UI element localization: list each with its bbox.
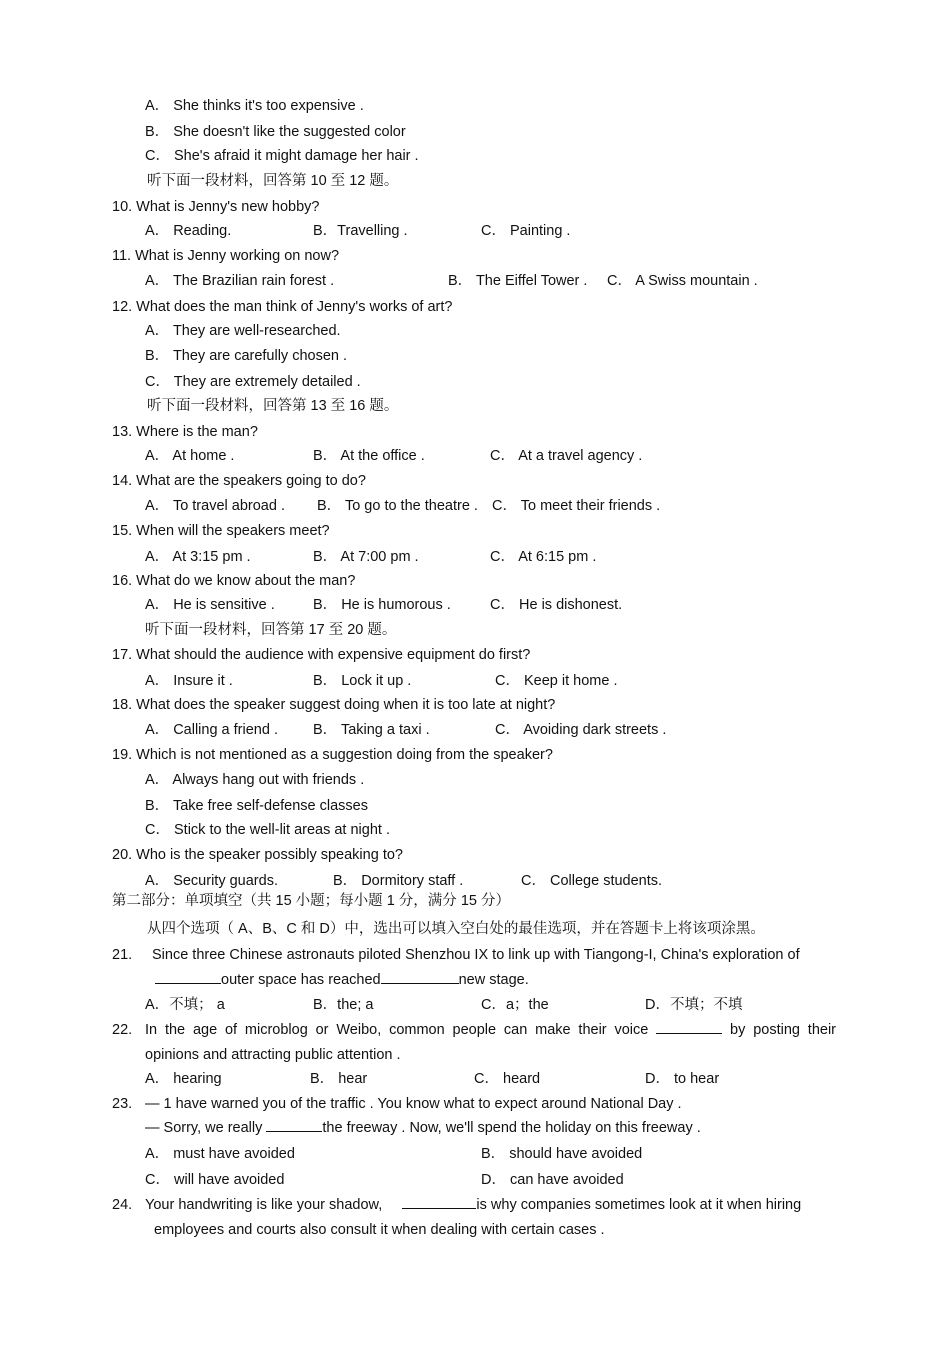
question-11: 11. What is Jenny working on now?	[112, 248, 340, 264]
q10-option-c: C． Painting .	[481, 223, 571, 239]
q11-option-a: A． The Brazilian rain forest .	[145, 273, 335, 289]
q21-option-b: B．the; a	[313, 997, 374, 1013]
q21-option-d: D．不填；不填	[645, 997, 743, 1013]
question-12: 12. What does the man think of Jenny's works of art?	[112, 299, 453, 315]
q14-option-a: A． To travel abroad .	[145, 498, 285, 514]
q20-option-c: C． College students.	[521, 873, 663, 889]
question-13: 13. Where is the man?	[112, 424, 258, 440]
q23-option-b: B． should have avoided	[481, 1146, 643, 1162]
q24-line1	[145, 1196, 801, 1214]
q22-option-b: B． hear	[310, 1071, 368, 1087]
q16-option-b: B． He is humorous .	[313, 597, 451, 613]
q17-option-a: A． Insure it .	[145, 673, 233, 689]
q24-line2: employees and courts also consult it when dealing with certain cases .	[154, 1222, 605, 1238]
q21-blank-2	[381, 971, 459, 984]
q24-blank	[402, 1196, 476, 1209]
question-14: 14. What are the speakers going to do?	[112, 473, 366, 489]
q20-option-a: A． Security guards.	[145, 873, 278, 889]
q22-line1	[145, 1021, 836, 1039]
q22-line2: opinions and attracting public attention .	[145, 1047, 401, 1063]
q18-option-a: A． Calling a friend .	[145, 722, 278, 738]
q14-option-b: B． To go to the theatre .	[317, 498, 478, 514]
q15-option-b: B． At 7:00 pm .	[313, 549, 419, 565]
q9-option-a: A． She thinks it's too expensive .	[145, 98, 364, 114]
q24-line1-text-b: is why companies sometimes look at it when hiring	[476, 1197, 802, 1213]
q15-option-a: A． At 3:15 pm .	[145, 549, 251, 565]
q12-option-b: B． They are carefully chosen .	[145, 348, 348, 364]
q23-number: 23.	[112, 1096, 133, 1112]
q21-line2-text-a: outer space has reached	[221, 972, 381, 988]
q23-line2	[145, 1119, 701, 1137]
q22-line1-text-a: In the age of microblog or Weibo, common people can make their voice	[145, 1022, 649, 1038]
q21-line2	[155, 971, 529, 989]
section-instruction-13-16: 听下面一段材料，回答第 13 至 16 题。	[147, 398, 399, 414]
q23-line2-text-b: the freeway . Now, we'll spend the holiday on this freeway .	[322, 1120, 701, 1136]
q15-option-c: C． At 6:15 pm .	[490, 549, 597, 565]
q12-option-a: A． They are well-researched.	[145, 323, 341, 339]
q19-option-a: A． Always hang out with friends .	[145, 772, 365, 788]
q9-option-c: C． She's afraid it might damage her hair .	[145, 148, 419, 164]
question-15: 15. When will the speakers meet?	[112, 523, 330, 539]
q23-option-a: A． must have avoided	[145, 1146, 295, 1162]
q19-option-b: B． Take free self-defense classes	[145, 798, 368, 814]
q22-option-c: C． heard	[474, 1071, 541, 1087]
q11-option-b: B． The Eiffel Tower .	[448, 273, 588, 289]
q23-blank	[266, 1119, 322, 1132]
q16-option-c: C． He is dishonest.	[490, 597, 623, 613]
part2-instruction: 从四个选项（ A、B、C 和 D）中，选出可以填入空白处的最佳选项，并在答题卡上将该项涂黑。	[147, 921, 765, 937]
q22-option-d: D． to hear	[645, 1071, 720, 1087]
q23-option-d: D． can have avoided	[481, 1172, 624, 1188]
q18-option-b: B． Taking a taxi .	[313, 722, 430, 738]
part2-title: 第二部分：单项填空（共 15 小题；每小题 1 分，满分 15 分）	[112, 893, 510, 909]
q13-option-c: C． At a travel agency .	[490, 448, 643, 464]
q23-line2-text-a: — Sorry, we really	[145, 1120, 263, 1136]
q21-number: 21.	[112, 947, 133, 963]
question-16: 16. What do we know about the man?	[112, 573, 356, 589]
q13-option-b: B． At the office .	[313, 448, 425, 464]
q24-number: 24.	[112, 1197, 133, 1213]
q21-line1: Since three Chinese astronauts piloted Shenzhou IX to link up with Tiangong-I, China's exploration of	[152, 947, 800, 963]
question-17: 17. What should the audience with expensive equipment do first?	[112, 647, 531, 663]
q11-option-c: C． A Swiss mountain .	[607, 273, 758, 289]
question-20: 20. Who is the speaker possibly speaking to?	[112, 847, 403, 863]
question-18: 18. What does the speaker suggest doing when it is too late at night?	[112, 697, 556, 713]
q12-option-c: C． They are extremely detailed .	[145, 374, 361, 390]
q24-line1-text-a: Your handwriting is like your shadow,	[145, 1197, 383, 1213]
q9-option-b: B． She doesn't like the suggested color	[145, 124, 406, 140]
section-instruction-17-20: 听下面一段材料，回答第 17 至 20 题。	[145, 622, 397, 638]
q18-option-c: C． Avoiding dark streets .	[495, 722, 667, 738]
q22-number: 22.	[112, 1022, 133, 1038]
q19-option-c: C． Stick to the well-lit areas at night .	[145, 822, 390, 838]
q22-option-a: A． hearing	[145, 1071, 222, 1087]
q16-option-a: A． He is sensitive .	[145, 597, 275, 613]
q13-option-a: A． At home .	[145, 448, 235, 464]
q22-blank	[656, 1021, 722, 1034]
section-instruction-10-12: 听下面一段材料，回答第 10 至 12 题。	[147, 173, 399, 189]
q14-option-c: C． To meet their friends .	[492, 498, 661, 514]
q23-line1: — 1 have warned you of the traffic . You know what to expect around National Day .	[145, 1096, 682, 1112]
q21-option-c: C．a；the	[481, 997, 549, 1013]
q21-blank-1	[155, 971, 221, 984]
question-19: 19. Which is not mentioned as a suggestion doing from the speaker?	[112, 747, 553, 763]
q21-line2-text-b: new stage.	[458, 972, 529, 988]
question-10: 10. What is Jenny's new hobby?	[112, 199, 320, 215]
q21-option-a: A．不填； a	[145, 997, 225, 1013]
q17-option-c: C． Keep it home .	[495, 673, 618, 689]
q22-line1-text-b: by posting their	[730, 1022, 837, 1038]
q10-option-b: B．Travelling .	[313, 223, 408, 239]
q23-option-c: C． will have avoided	[145, 1172, 285, 1188]
q20-option-b: B． Dormitory staff .	[333, 873, 464, 889]
q17-option-b: B． Lock it up .	[313, 673, 412, 689]
q10-option-a: A． Reading.	[145, 223, 232, 239]
